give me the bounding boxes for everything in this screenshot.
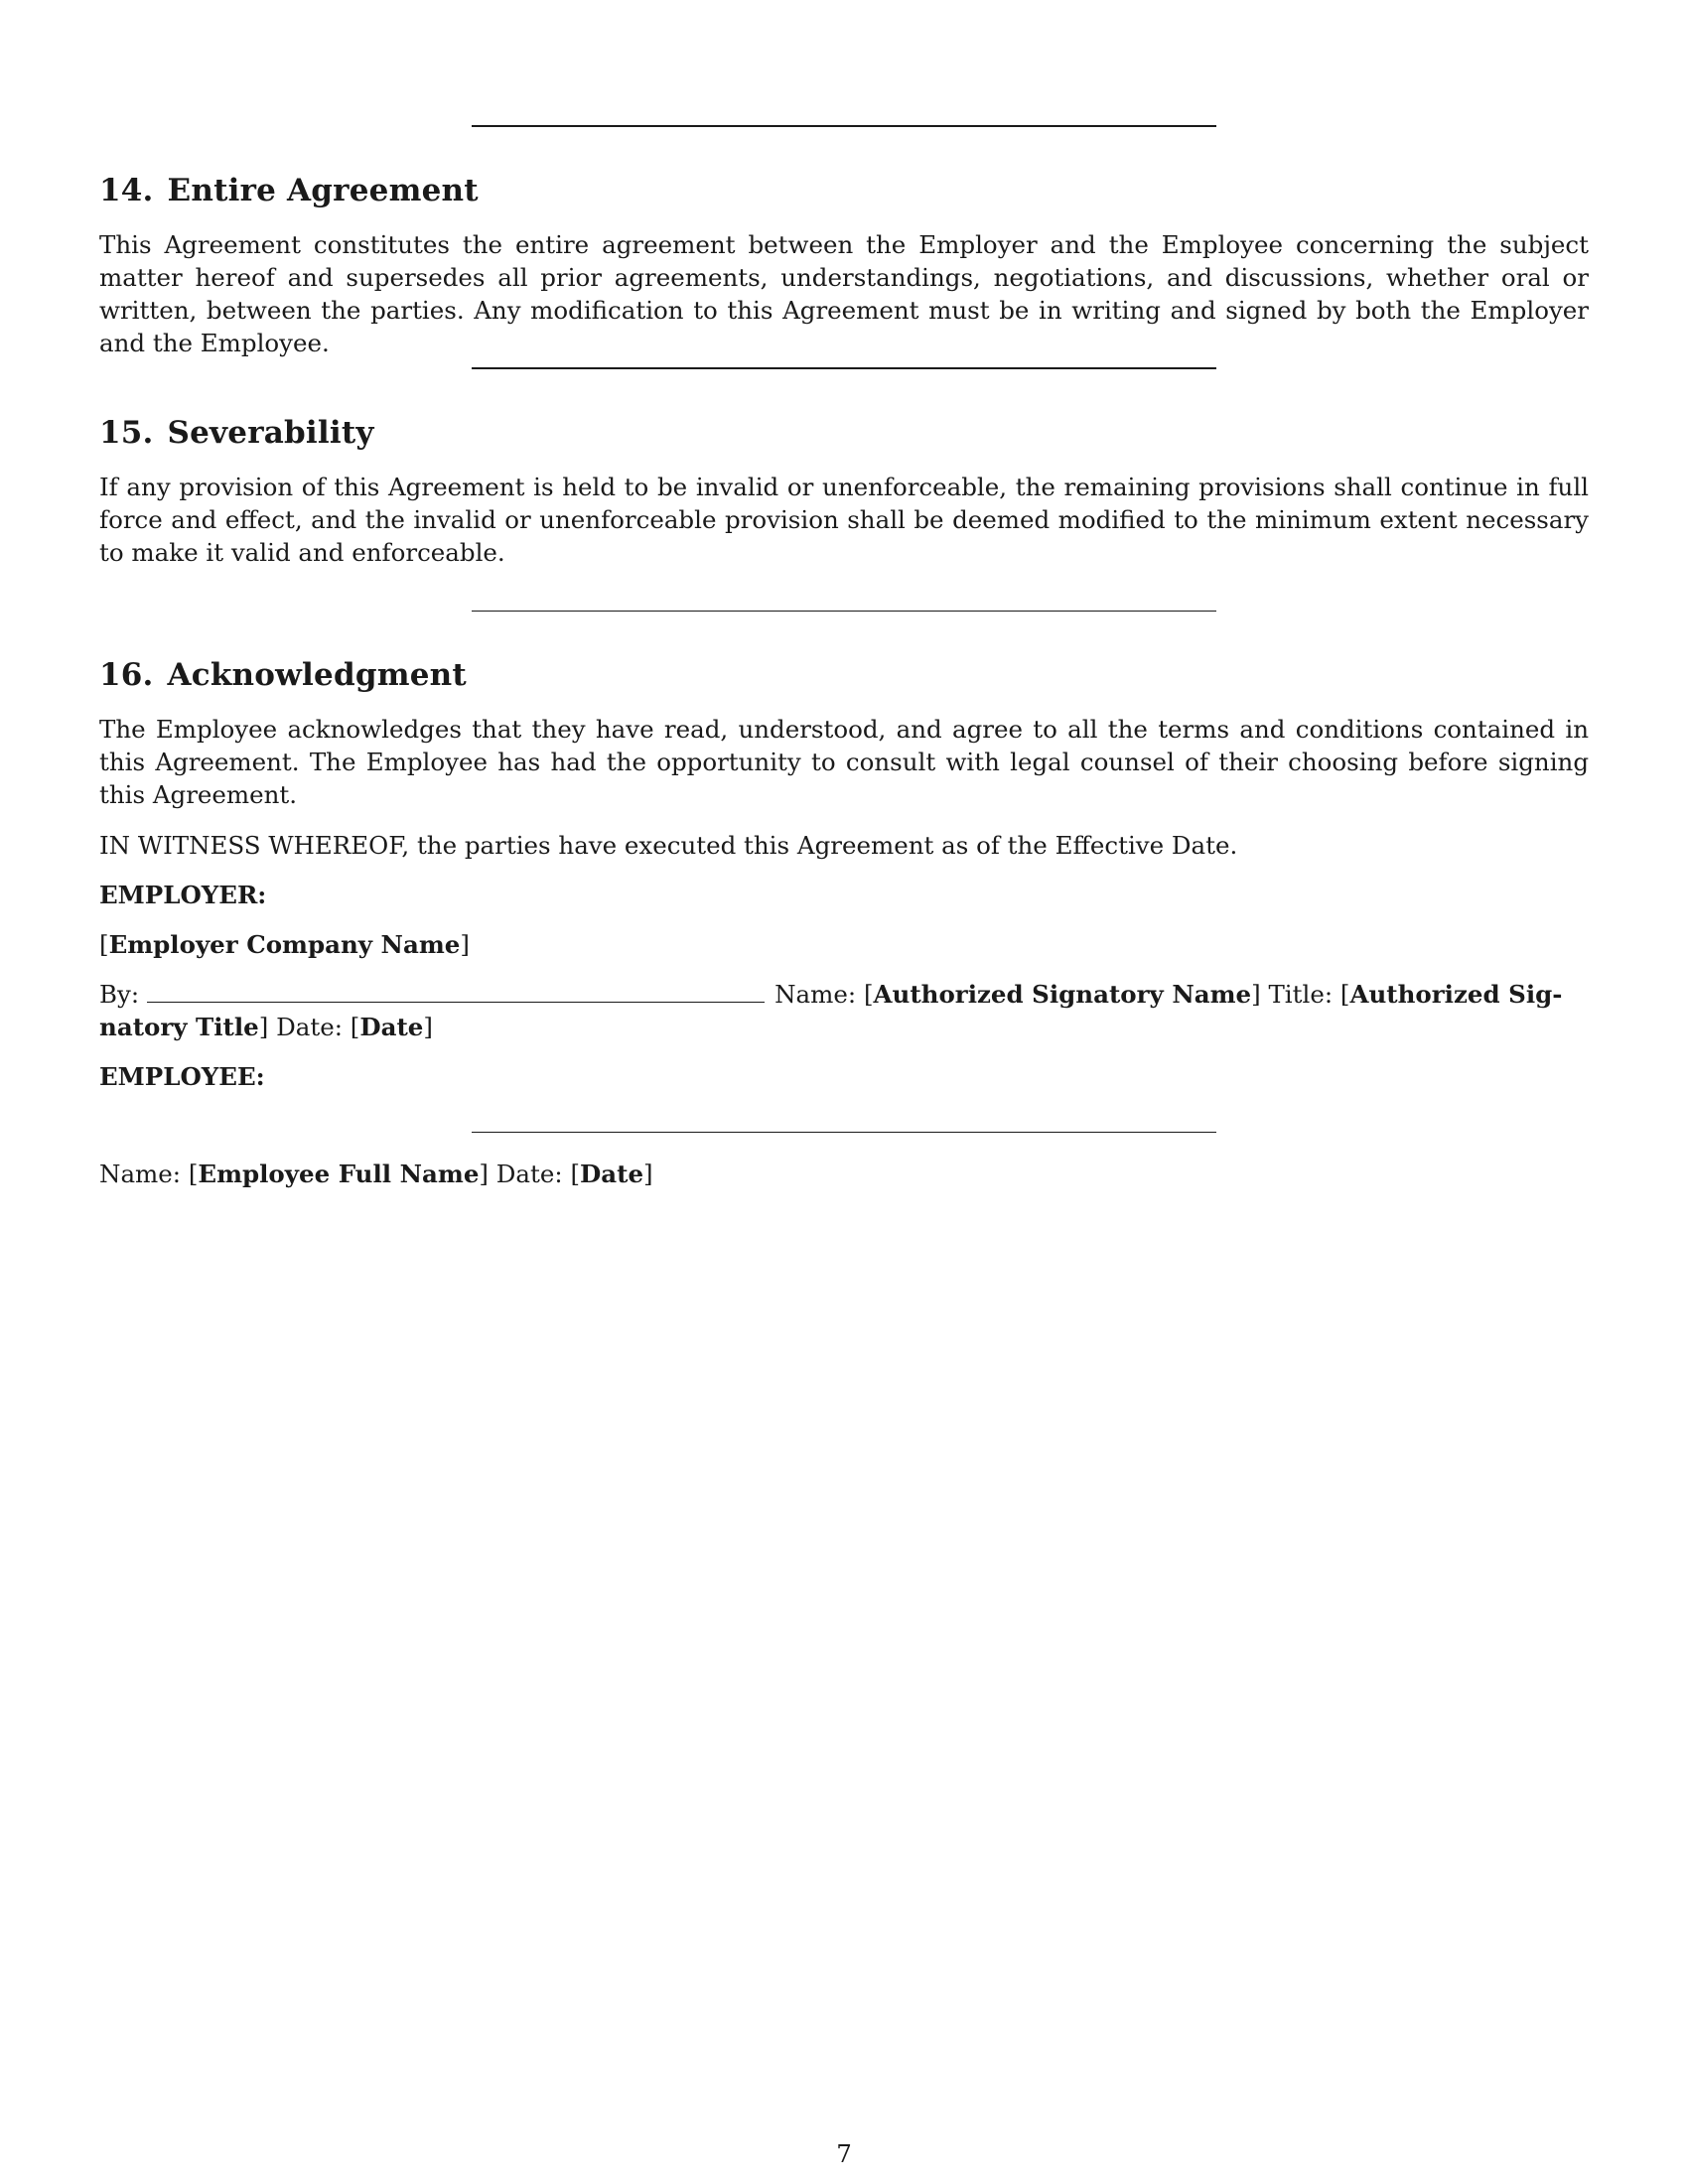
section-body: This Agreement constitutes the entire agreement between the Employer and the Employee concerning the subject matter hereof and supersedes all prior agreements, understandings, negotiations, and discussions, whether oral or written, between the parties. Any modification to this Agreement must be in writing and signed by both the Employer and the Employee.: [99, 230, 1589, 357]
section-number: 15.: [99, 415, 154, 451]
name-label: Name:: [99, 1160, 182, 1188]
by-label: By:: [99, 980, 140, 1009]
date-label: Date:: [276, 1013, 343, 1041]
signatory-title-part2: natory Title: [99, 1013, 259, 1041]
bracket: [: [570, 1160, 580, 1188]
section-title: Severability: [167, 415, 374, 451]
section-divider: [472, 125, 1216, 127]
employer-signature-blank[interactable]: [147, 980, 765, 1003]
bracket: [: [99, 930, 109, 959]
employee-date: Date: [580, 1160, 644, 1188]
section-divider: [472, 367, 1216, 369]
section-title: Acknowledgment: [167, 657, 467, 693]
bracket: ]: [479, 1160, 489, 1188]
employee-full-name: Employee Full Name: [198, 1160, 480, 1188]
bracket: ]: [460, 930, 470, 959]
employer-company-name: Employer Company Name: [108, 930, 461, 959]
employer-company: [99, 928, 470, 961]
section-heading: [99, 657, 467, 693]
bracket: ]: [1251, 980, 1261, 1009]
employee-signature-line[interactable]: [472, 1132, 1216, 1133]
signatory-title-part1: Authorized Sig-: [1349, 980, 1563, 1009]
bracket: [: [863, 980, 874, 1009]
title-label: Title:: [1268, 980, 1334, 1009]
document-page: [99, 0, 1589, 2184]
section-body: The Employee acknowledges that they have read, understood, and agree to all the terms and conditions contained in this Agreement. The Employee has had the opportunity to consult with legal counsel of their choosing before signing this Agreement.: [99, 715, 1589, 809]
name-label: Name:: [774, 980, 857, 1009]
employer-signature-line-cont: [99, 1011, 433, 1043]
section-number: 16.: [99, 657, 154, 693]
section-body: If any provision of this Agreement is held to be invalid or unenforceable, the remaining provisions shall continue in full force and effect, and the invalid or unenforceable provision shall be deemed modified to the minimum extent necessary to make it valid and enforceable.: [99, 473, 1589, 567]
section-divider: [472, 611, 1216, 612]
bracket: ]: [423, 1013, 433, 1041]
bracket: [: [1339, 980, 1350, 1009]
section-heading: [99, 173, 479, 208]
section-heading: [99, 415, 374, 451]
employee-heading: EMPLOYEE:: [99, 1062, 265, 1091]
signatory-name: Authorized Signatory Name: [873, 980, 1252, 1009]
section-title: Entire Agreement: [167, 173, 479, 208]
bracket: ]: [258, 1013, 269, 1041]
bracket: [: [350, 1013, 360, 1041]
witness-statement: IN WITNESS WHEREOF, the parties have executed this Agreement as of the Effective Date.: [99, 831, 1238, 860]
page-number: 7: [836, 2139, 852, 2168]
section-number: 14.: [99, 173, 154, 208]
date-label: Date:: [495, 1160, 563, 1188]
bracket: ]: [643, 1160, 653, 1188]
employer-signature-line: [99, 978, 1562, 1011]
employer-heading: EMPLOYER:: [99, 881, 267, 909]
employee-name-line: [99, 1158, 653, 1190]
bracket: [: [188, 1160, 199, 1188]
employer-date: Date: [359, 1013, 424, 1041]
